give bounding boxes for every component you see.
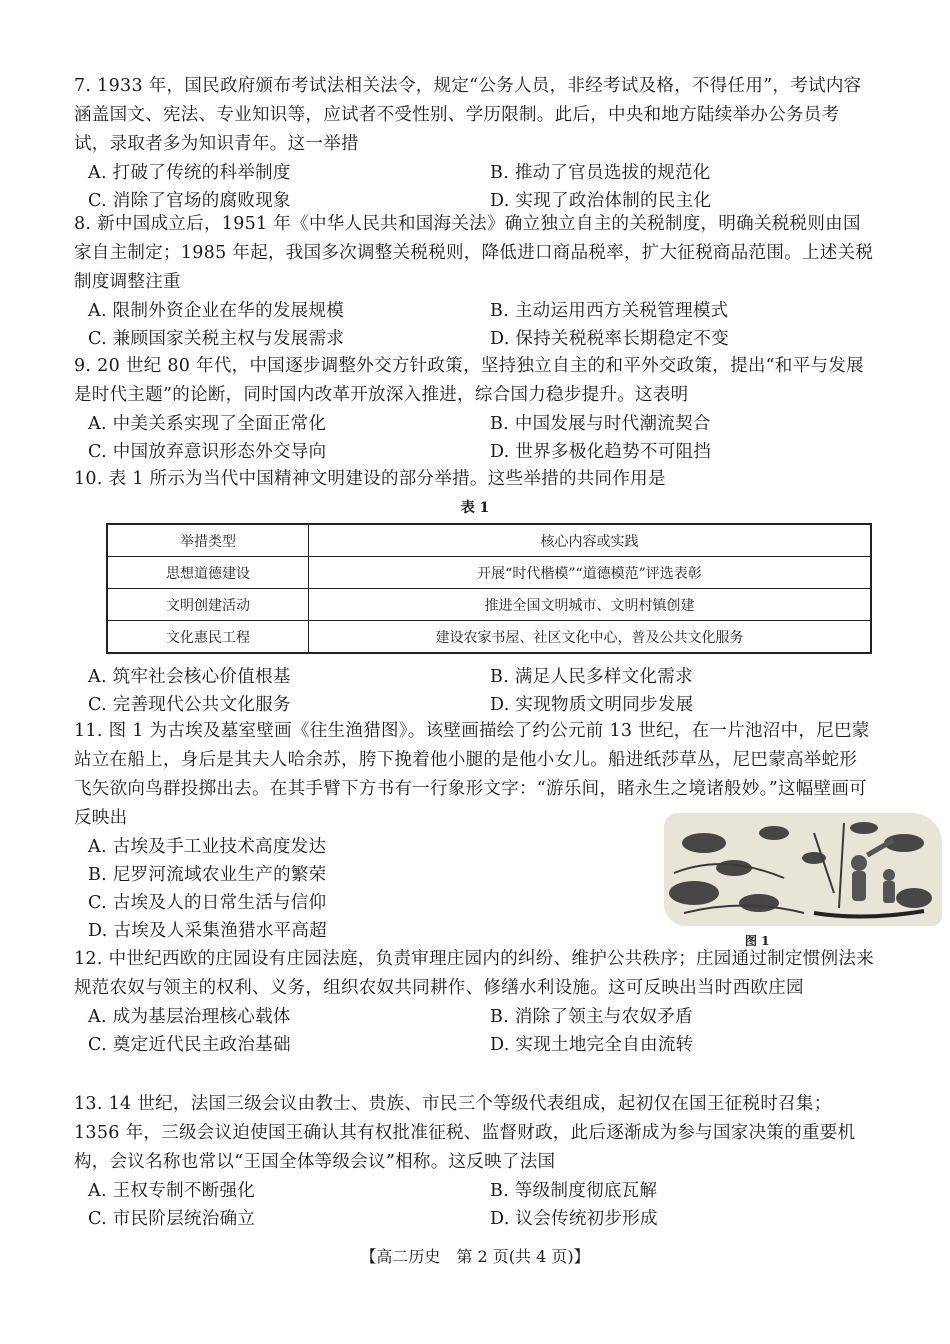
option-d: D. 实现物质文明同步发展 bbox=[490, 695, 694, 715]
question-8 bbox=[74, 210, 874, 353]
option-c: C. 市民阶层统治确立 bbox=[88, 1209, 256, 1229]
question-stem: 8. 新中国成立后，1951 年《中华人民共和国海关法》确立独立自主的关税制度，明确关税税则由国家自主制定；1985 年起，我国多次调整关税税则，降低进口商品税率，扩大征税商品范围。上述关税制度调整注重 bbox=[74, 214, 874, 292]
option-b: B. 主动运用西方关税管理模式 bbox=[490, 301, 729, 321]
measures-table bbox=[106, 523, 872, 654]
options bbox=[74, 1003, 874, 1059]
option-c: C. 完善现代公共文化服务 bbox=[88, 695, 291, 715]
option-b: B. 消除了领主与农奴矛盾 bbox=[490, 1007, 693, 1027]
question-7 bbox=[74, 72, 874, 215]
question-stem: 11. 图 1 为古埃及墓室壁画《往生渔猎图》。该壁画描绘了约公元前 13 世纪，在一片池沼中，尼巴蒙站立在船上，身后是其夫人哈余苏，胯下挽着他小腿的是他小女儿。船进纸莎草丛，尼巴蒙高举蛇形飞矢欲向鸟群投掷出去。在其手臂下方书有一行象形文字：“游乐间，睹永生之境诸般妙。”这幅壁画可反映出 bbox=[74, 721, 870, 828]
option-c: C. 兼顾国家关税主权与发展需求 bbox=[88, 329, 345, 349]
option-d: D. 古埃及人采集渔猎水平高超 bbox=[88, 921, 328, 941]
option-a: A. 限制外资企业在华的发展规模 bbox=[88, 301, 345, 321]
question-13 bbox=[74, 1090, 874, 1233]
option-a: A. 成为基层治理核心载体 bbox=[88, 1007, 291, 1027]
egyptian-mural-image bbox=[664, 813, 942, 926]
options bbox=[74, 663, 874, 719]
option-a: A. 筑牢社会核心价值根基 bbox=[88, 667, 291, 687]
table-cell: 文明创建活动 bbox=[107, 589, 309, 621]
option-b: B. 满足人民多样文化需求 bbox=[490, 667, 693, 687]
option-d: D. 实现土地完全自由流转 bbox=[490, 1035, 694, 1055]
table-caption: 表 1 bbox=[460, 500, 490, 516]
options bbox=[74, 410, 874, 466]
question-12 bbox=[74, 945, 874, 1059]
option-c: C. 中国放弃意识形态外交导向 bbox=[88, 442, 327, 462]
option-d: D. 世界多极化趋势不可阻挡 bbox=[490, 442, 712, 462]
table-row bbox=[107, 557, 871, 589]
options bbox=[74, 297, 874, 353]
option-c: C. 奠定近代民主政治基础 bbox=[88, 1035, 291, 1055]
table-row bbox=[107, 589, 871, 621]
option-a: A. 打破了传统的科举制度 bbox=[88, 163, 291, 183]
question-stem: 7. 1933 年，国民政府颁布考试法相关法令，规定“公务人员，非经考试及格，不得任用”，考试内容涵盖国文、宪法、专业知识等，应试者不受性别、学历限制。此后，中央和地方陆续举办公务员考试，录取者多为知识青年。这一举措 bbox=[74, 76, 862, 154]
table-cell: 思想道德建设 bbox=[107, 557, 309, 589]
option-d: D. 实现了政治体制的民主化 bbox=[490, 191, 712, 211]
option-b: B. 等级制度彻底瓦解 bbox=[490, 1181, 658, 1201]
table-header-cell: 核心内容或实践 bbox=[309, 524, 872, 557]
question-stem: 12. 中世纪西欧的庄园设有庄园法庭，负责审理庄园内的纠纷、维护公共秩序；庄园通过制定惯例法来规范农奴与领主的权利、义务，组织农奴共同耕作、修缮水利设施。这可反映出当时西欧庄园 bbox=[74, 949, 874, 998]
option-d: D. 议会传统初步形成 bbox=[490, 1209, 658, 1229]
table-cell: 建设农家书屋、社区文化中心，普及公共文化服务 bbox=[309, 621, 872, 654]
option-a: A. 古埃及手工业技术高度发达 bbox=[88, 837, 327, 857]
options bbox=[74, 1177, 874, 1233]
option-c: C. 古埃及人的日常生活与信仰 bbox=[88, 893, 327, 913]
question-10 bbox=[74, 465, 874, 494]
page-footer: 【高二历史 第 2 页(共 4 页)】 bbox=[360, 1247, 590, 1266]
mural-illustration bbox=[664, 813, 942, 926]
option-b: B. 推动了官员选拔的规范化 bbox=[490, 163, 711, 183]
table-header-row bbox=[107, 524, 871, 557]
table-row bbox=[107, 621, 871, 654]
table-cell: 推进全国文明城市、文明村镇创建 bbox=[309, 589, 872, 621]
option-c: C. 消除了官场的腐败现象 bbox=[88, 191, 291, 211]
question-stem: 10. 表 1 所示为当代中国精神文明建设的部分举措。这些举措的共同作用是 bbox=[74, 469, 666, 489]
figure-caption: 图 1 bbox=[745, 934, 770, 948]
question-9 bbox=[74, 352, 874, 466]
options bbox=[74, 159, 874, 215]
option-b: B. 尼罗河流域农业生产的繁荣 bbox=[88, 865, 327, 885]
option-d: D. 保持关税税率长期稳定不变 bbox=[490, 329, 730, 349]
option-b: B. 中国发展与时代潮流契合 bbox=[490, 414, 711, 434]
question-stem: 9. 20 世纪 80 年代，中国逐步调整外交方针政策，坚持独立自主的和平外交政策，提出“和平与发展是时代主题”的论断，同时国内改革开放深入推进，综合国力稳步提升。这表明 bbox=[74, 356, 864, 405]
option-a: A. 中美关系实现了全面正常化 bbox=[88, 414, 327, 434]
question-stem: 13. 14 世纪，法国三级会议由教士、贵族、市民三个等级代表组成，起初仅在国王征税时召集；1356 年，三级会议迫使国王确认其有权批准征税、监督财政，此后逐渐成为参与国家决策的重要机构，会议名称也常以“王国全体等级会议”相称。这反映了法国 bbox=[74, 1094, 856, 1172]
question-10-options bbox=[74, 663, 874, 719]
table-cell: 文化惠民工程 bbox=[107, 621, 309, 654]
option-a: A. 王权专制不断强化 bbox=[88, 1181, 256, 1201]
table-cell: 开展“时代楷模”“道德模范”评选表彰 bbox=[309, 557, 872, 589]
table-header-cell: 举措类型 bbox=[107, 524, 309, 557]
